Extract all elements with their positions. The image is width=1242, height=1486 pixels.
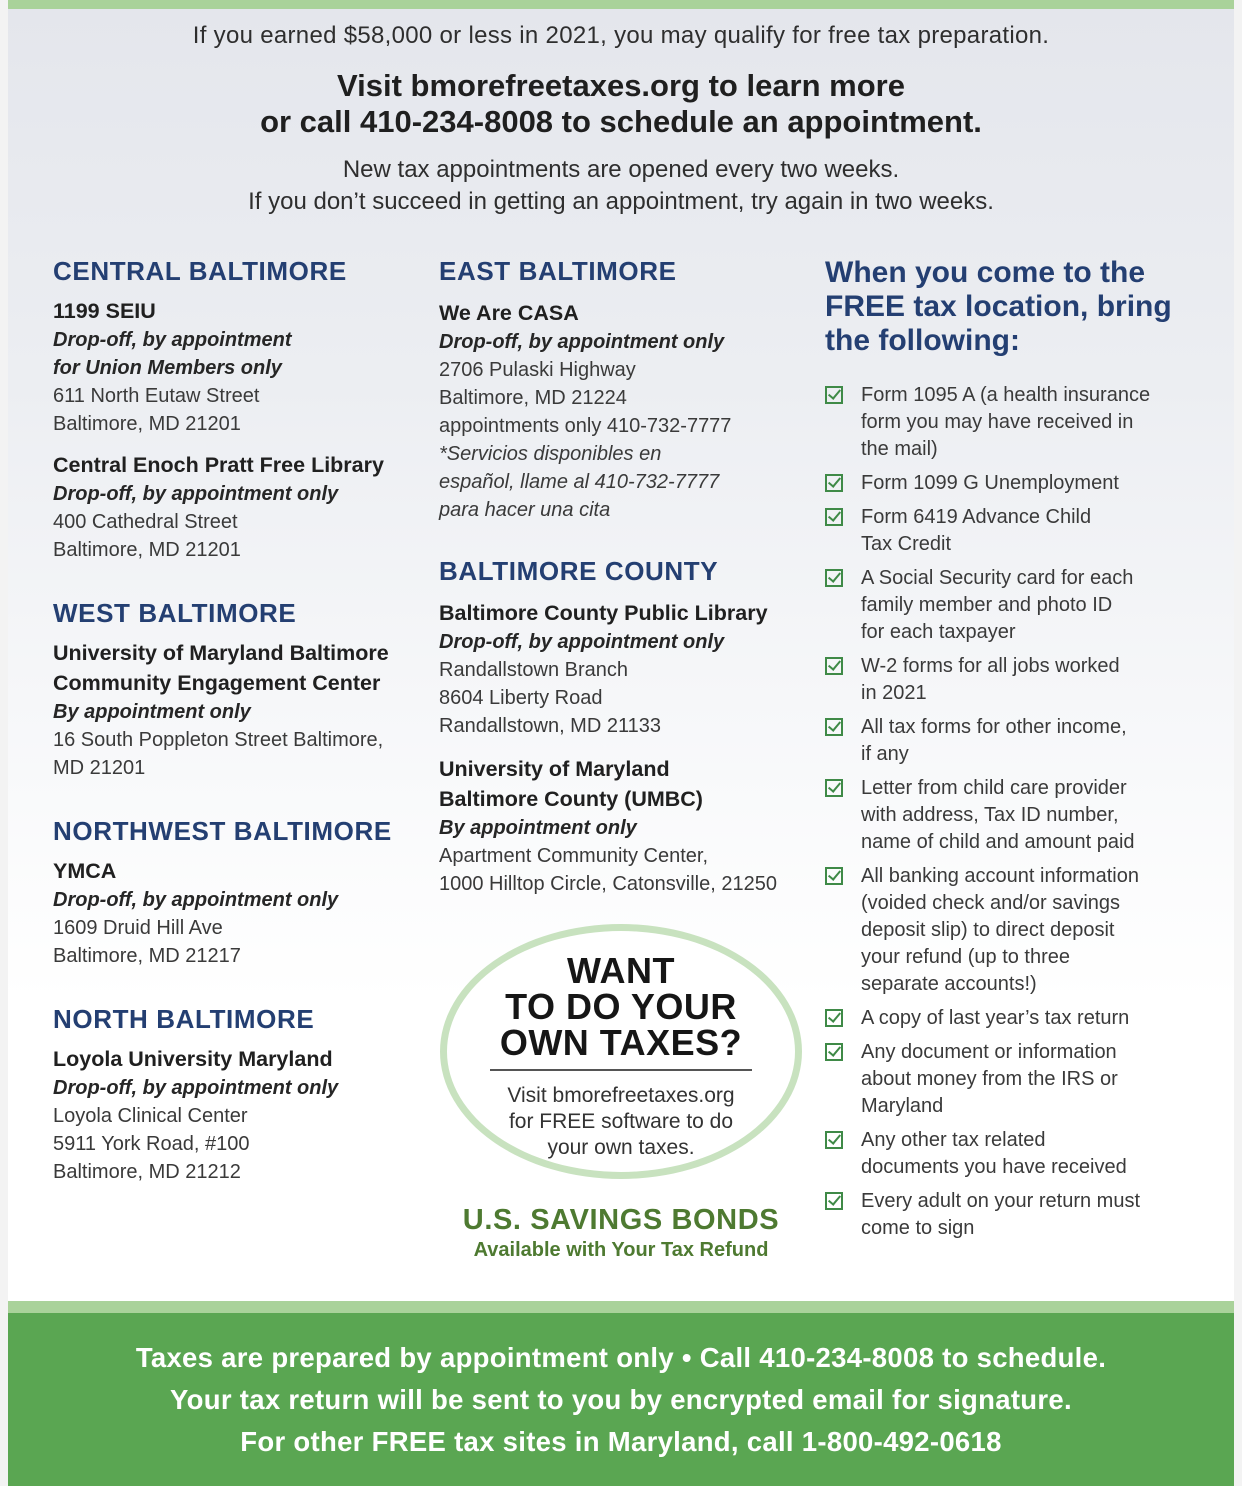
diy-body-line: your own taxes. bbox=[547, 1136, 695, 1159]
site-note: Drop-off, by appointment only bbox=[53, 889, 339, 911]
site-address: Randallstown Branch bbox=[439, 659, 628, 681]
item-text: Any other tax related bbox=[861, 1129, 1046, 1151]
checklist-item bbox=[825, 863, 1205, 998]
checkbox-checked-icon bbox=[825, 779, 843, 797]
appointment-note bbox=[8, 154, 1234, 218]
site-name: Baltimore County (UMBC) bbox=[439, 787, 703, 811]
item-text: in 2021 bbox=[861, 682, 927, 704]
title-line: When you come to the bbox=[825, 256, 1146, 289]
site-1199-seiu bbox=[53, 296, 423, 438]
site-name: YMCA bbox=[53, 859, 117, 883]
item-text: deposit slip) to direct deposit bbox=[861, 919, 1115, 941]
site-address: 5911 York Road, #100 bbox=[53, 1133, 250, 1155]
item-text: Form 1099 G Unemployment bbox=[861, 472, 1119, 494]
checkbox-checked-icon bbox=[825, 1009, 843, 1027]
cta-line-1: Visit bmorefreetaxes.org to learn more bbox=[337, 68, 905, 103]
site-address: 400 Cathedral Street bbox=[53, 511, 238, 533]
diy-body-line: for FREE software to do bbox=[508, 1110, 734, 1133]
item-text: Maryland bbox=[861, 1095, 944, 1117]
footer-line-2: Your tax return will be sent to you by encrypted email for signature. bbox=[170, 1384, 1072, 1415]
item-text: A copy of last year’s tax return bbox=[861, 1007, 1130, 1029]
checkbox-checked-icon bbox=[825, 474, 843, 492]
site-umbc bbox=[439, 754, 809, 898]
checkbox-checked-icon bbox=[825, 718, 843, 736]
bring-checklist-title bbox=[825, 256, 1205, 358]
checklist-item bbox=[825, 470, 1205, 497]
checkbox-checked-icon bbox=[825, 1192, 843, 1210]
item-text: about money from the IRS or bbox=[861, 1068, 1118, 1090]
region-central-title: CENTRAL BALTIMORE bbox=[53, 256, 347, 286]
divider bbox=[490, 1069, 752, 1071]
footer-line-1: Taxes are prepared by appointment only • Call 410-234-8008 to schedule. bbox=[135, 1342, 1107, 1373]
spanish-note: español, llame al 410-732-7777 bbox=[439, 471, 720, 493]
site-note: for Union Members only bbox=[53, 357, 282, 379]
region-west-title: WEST BALTIMORE bbox=[53, 598, 297, 628]
item-text: family member and photo ID bbox=[861, 594, 1113, 616]
site-note: By appointment only bbox=[439, 817, 637, 839]
savings-bonds-banner bbox=[430, 1204, 812, 1262]
item-text: Every adult on your return must bbox=[861, 1190, 1141, 1212]
site-address: Baltimore, MD 21201 bbox=[53, 539, 241, 561]
site-address: MD 21201 bbox=[53, 757, 146, 779]
top-green-strip bbox=[8, 0, 1234, 9]
site-note: Drop-off, by appointment only bbox=[53, 1077, 339, 1099]
item-text: if any bbox=[861, 743, 909, 765]
site-we-are-casa bbox=[439, 298, 809, 524]
item-text: name of child and amount paid bbox=[861, 831, 1135, 853]
footer-light-strip bbox=[8, 1301, 1234, 1313]
checklist-item bbox=[825, 1127, 1205, 1181]
item-text: come to sign bbox=[861, 1217, 975, 1239]
item-text: the mail) bbox=[861, 438, 938, 460]
site-address: 611 North Eutaw Street bbox=[53, 385, 260, 407]
site-note: Drop-off, by appointment bbox=[53, 329, 292, 351]
site-umb-community-center bbox=[53, 638, 423, 782]
checklist-item bbox=[825, 1188, 1205, 1242]
footer-line-3: For other FREE tax sites in Maryland, call 1-800-492-0618 bbox=[240, 1426, 1002, 1457]
bonds-title: U.S. SAVINGS BONDS bbox=[462, 1204, 780, 1236]
site-address: Baltimore, MD 21224 bbox=[439, 387, 627, 409]
item-text: Form 6419 Advance Child bbox=[861, 506, 1092, 528]
diy-heading-line: TO DO YOUR bbox=[505, 986, 737, 1027]
site-name: 1199 SEIU bbox=[53, 299, 156, 323]
site-address: Baltimore, MD 21201 bbox=[53, 413, 241, 435]
middle-column bbox=[439, 256, 809, 898]
region-northwest-title: NORTHWEST BALTIMORE bbox=[53, 816, 392, 846]
diy-taxes-callout bbox=[440, 924, 802, 1179]
item-text: All banking account information bbox=[861, 865, 1139, 887]
site-name: Loyola University Maryland bbox=[53, 1047, 333, 1071]
checkbox-checked-icon bbox=[825, 1131, 843, 1149]
item-text: Any document or information bbox=[861, 1041, 1117, 1063]
site-address: 1000 Hilltop Circle, Catonsville, 21250 bbox=[439, 873, 777, 895]
site-ymca bbox=[53, 856, 423, 970]
item-text: your refund (up to three bbox=[861, 946, 1071, 968]
bonds-subtitle: Available with Your Tax Refund bbox=[473, 1239, 769, 1261]
site-address: 16 South Poppleton Street Baltimore, bbox=[53, 729, 384, 751]
diy-body bbox=[447, 1083, 795, 1161]
checklist-item bbox=[825, 1039, 1205, 1120]
site-note: By appointment only bbox=[53, 701, 251, 723]
note-line-1: New tax appointments are opened every two weeks. bbox=[342, 156, 900, 183]
left-column bbox=[53, 256, 423, 1186]
site-name: Community Engagement Center bbox=[53, 671, 381, 695]
call-to-action bbox=[8, 68, 1234, 140]
right-column bbox=[825, 256, 1205, 1249]
checkbox-checked-icon bbox=[825, 386, 843, 404]
title-line: FREE tax location, bring bbox=[825, 290, 1172, 323]
checkbox-checked-icon bbox=[825, 867, 843, 885]
site-address: Baltimore, MD 21212 bbox=[53, 1161, 241, 1183]
region-county-title: BALTIMORE COUNTY bbox=[439, 556, 719, 586]
site-note: Drop-off, by appointment only bbox=[439, 331, 725, 353]
note-line-2: If you don’t succeed in getting an appointment, try again in two weeks. bbox=[248, 188, 994, 215]
footer-banner bbox=[8, 1313, 1234, 1486]
diy-heading bbox=[447, 950, 795, 1063]
site-bcpl bbox=[439, 598, 809, 740]
site-name: University of Maryland bbox=[439, 757, 670, 781]
bring-checklist bbox=[825, 382, 1205, 1242]
checklist-item bbox=[825, 504, 1205, 558]
site-name: We Are CASA bbox=[439, 301, 579, 325]
checklist-item bbox=[825, 714, 1205, 768]
site-address: Randallstown, MD 21133 bbox=[439, 715, 661, 737]
cta-line-2: or call 410-234-8008 to schedule an appointment. bbox=[260, 104, 982, 139]
diy-body-line: Visit bmorefreetaxes.org bbox=[507, 1084, 735, 1107]
site-phone: appointments only 410-732-7777 bbox=[439, 415, 732, 437]
checkbox-checked-icon bbox=[825, 508, 843, 526]
page-edge-right bbox=[1234, 0, 1242, 1486]
item-text: Letter from child care provider bbox=[861, 777, 1127, 799]
checkbox-checked-icon bbox=[825, 569, 843, 587]
diy-heading-line: OWN TAXES? bbox=[499, 1022, 743, 1063]
item-text: Form 1095 A (a health insurance bbox=[861, 384, 1151, 406]
item-text: Tax Credit bbox=[861, 533, 952, 555]
site-address: Apartment Community Center, bbox=[439, 845, 708, 867]
checkbox-checked-icon bbox=[825, 657, 843, 675]
checklist-item bbox=[825, 775, 1205, 856]
site-note: Drop-off, by appointment only bbox=[439, 631, 725, 653]
item-text: with address, Tax ID number, bbox=[861, 804, 1119, 826]
region-east-title: EAST BALTIMORE bbox=[439, 256, 677, 286]
eligibility-text: If you earned $58,000 or less in 2021, you may qualify for free tax preparation. bbox=[192, 22, 1050, 49]
site-address: 8604 Liberty Road bbox=[439, 687, 603, 709]
item-text: documents you have received bbox=[861, 1156, 1127, 1178]
checkbox-checked-icon bbox=[825, 1043, 843, 1061]
spanish-note: *Servicios disponibles en bbox=[439, 443, 662, 465]
site-address: 2706 Pulaski Highway bbox=[439, 359, 636, 381]
site-name: Baltimore County Public Library bbox=[439, 601, 768, 625]
site-address: Baltimore, MD 21217 bbox=[53, 945, 241, 967]
page-edge-left bbox=[0, 0, 8, 1486]
item-text: separate accounts!) bbox=[861, 973, 1037, 995]
checklist-item bbox=[825, 1005, 1205, 1032]
checklist-item bbox=[825, 382, 1205, 463]
item-text: for each taxpayer bbox=[861, 621, 1016, 643]
region-north-title: NORTH BALTIMORE bbox=[53, 1004, 315, 1034]
checklist-item bbox=[825, 565, 1205, 646]
spanish-note: para hacer una cita bbox=[439, 499, 611, 521]
site-pratt-library bbox=[53, 450, 423, 564]
site-address: Loyola Clinical Center bbox=[53, 1105, 248, 1127]
item-text: form you may have received in bbox=[861, 411, 1134, 433]
item-text: (voided check and/or savings bbox=[861, 892, 1121, 914]
site-name: University of Maryland Baltimore bbox=[53, 641, 389, 665]
site-name: Central Enoch Pratt Free Library bbox=[53, 453, 384, 477]
site-note: Drop-off, by appointment only bbox=[53, 483, 339, 505]
site-address: 1609 Druid Hill Ave bbox=[53, 917, 223, 939]
title-line: the following: bbox=[825, 324, 1020, 357]
site-loyola bbox=[53, 1044, 423, 1186]
item-text: A Social Security card for each bbox=[861, 567, 1134, 589]
diy-heading-line: WANT bbox=[567, 950, 675, 991]
item-text: All tax forms for other income, bbox=[861, 716, 1127, 738]
checklist-item bbox=[825, 653, 1205, 707]
item-text: W-2 forms for all jobs worked bbox=[861, 655, 1120, 677]
